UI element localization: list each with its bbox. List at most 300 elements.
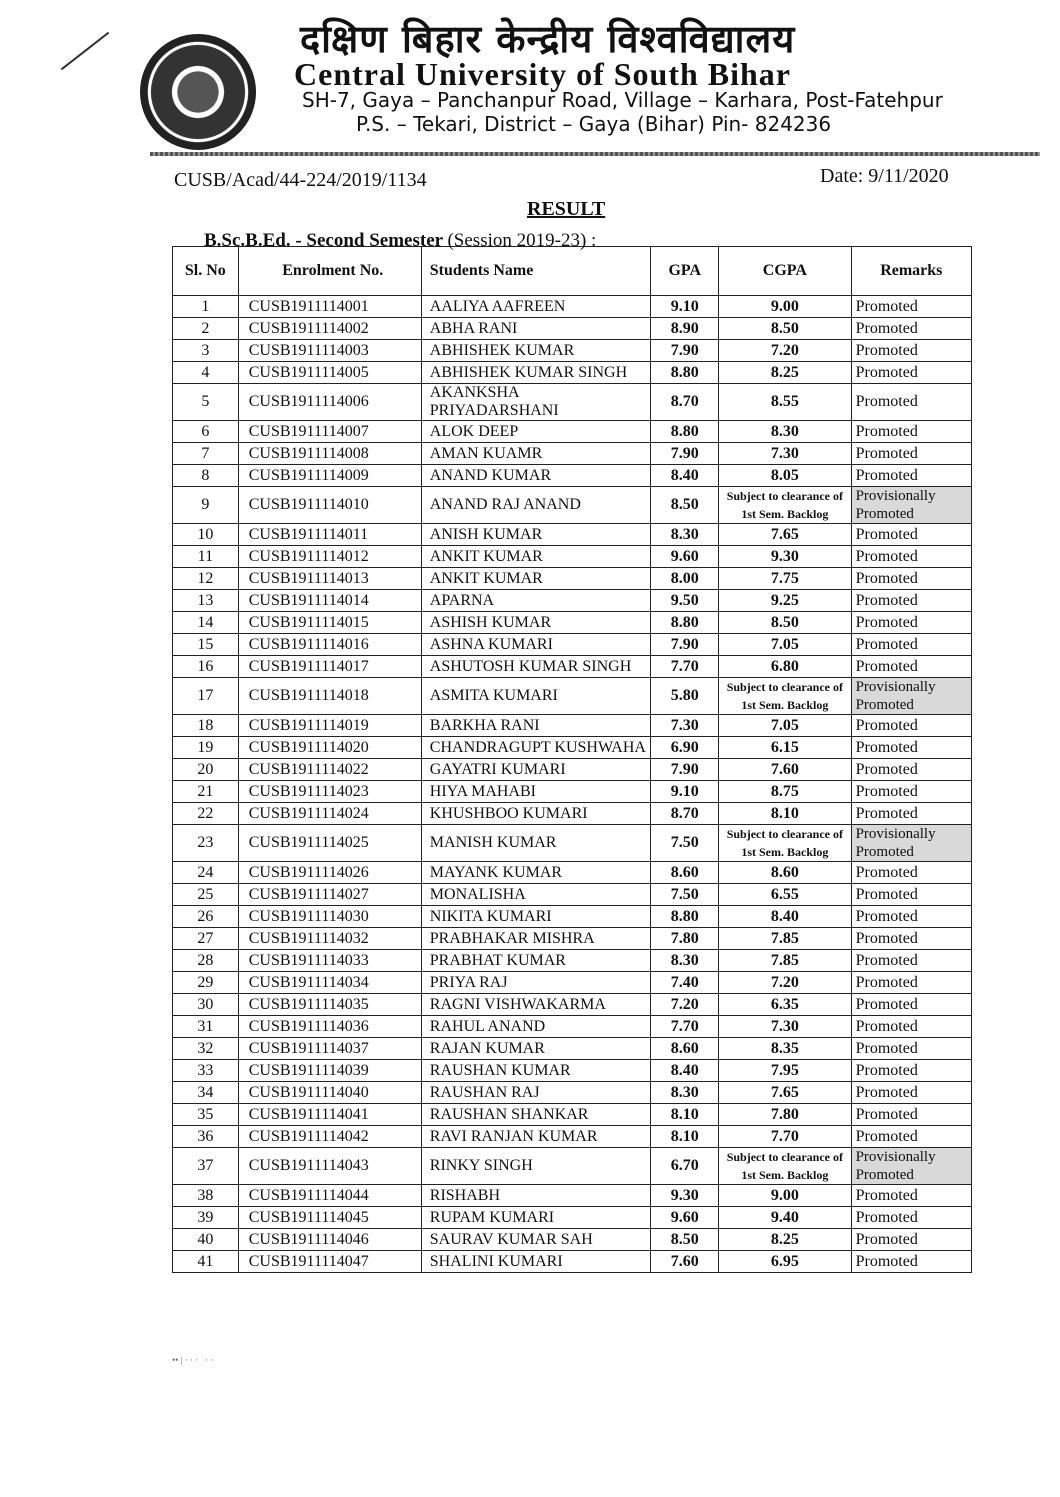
- enrolment-cell: CUSB1911114006: [238, 384, 421, 421]
- student-name-cell: MANISH KUMAR: [421, 825, 651, 862]
- student-name-cell: AMAN KUAMR: [421, 443, 651, 465]
- cgpa-cell: 7.85: [719, 950, 851, 972]
- enrolment-cell: CUSB1911114001: [238, 296, 421, 318]
- remarks-cell: Promoted: [851, 634, 971, 656]
- gpa-cell: 8.80: [651, 612, 719, 634]
- remarks-cell: Promoted: [851, 318, 971, 340]
- header-divider: [150, 152, 1040, 156]
- gpa-cell: 7.60: [651, 1251, 719, 1273]
- sl-no-cell: 1: [173, 296, 239, 318]
- remarks-cell: Promoted: [851, 1185, 971, 1207]
- table-row: [173, 568, 972, 590]
- sl-no-cell: 9: [173, 487, 239, 524]
- student-name-cell: KHUSHBOO KUMARI: [421, 803, 651, 825]
- gpa-cell: 8.90: [651, 318, 719, 340]
- program-session: (Session 2019-23) :: [447, 230, 597, 251]
- table-row: [173, 1207, 972, 1229]
- gpa-cell: 8.80: [651, 421, 719, 443]
- cgpa-cell: 6.35: [719, 994, 851, 1016]
- remarks-cell: Promoted: [851, 1207, 971, 1229]
- sl-no-cell: 13: [173, 590, 239, 612]
- gpa-cell: 8.80: [651, 906, 719, 928]
- student-name-cell: ABHISHEK KUMAR SINGH: [421, 362, 651, 384]
- student-name-cell: RAUSHAN KUMAR: [421, 1060, 651, 1082]
- sl-no-cell: 21: [173, 781, 239, 803]
- gpa-cell: 8.30: [651, 950, 719, 972]
- remarks-cell: Promoted: [851, 443, 971, 465]
- result-heading: RESULT: [527, 198, 606, 220]
- table-row: [173, 678, 972, 715]
- header-enrolment: Enrolment No.: [238, 247, 421, 296]
- gpa-cell: 8.30: [651, 524, 719, 546]
- sl-no-cell: 35: [173, 1104, 239, 1126]
- table-row: [173, 825, 972, 862]
- table-row: [173, 862, 972, 884]
- remarks-cell: Promoted: [851, 781, 971, 803]
- sl-no-cell: 27: [173, 928, 239, 950]
- cgpa-cell: 9.00: [719, 1185, 851, 1207]
- gpa-cell: 7.90: [651, 340, 719, 362]
- remarks-cell: Promoted: [851, 421, 971, 443]
- gpa-cell: 9.60: [651, 1207, 719, 1229]
- gpa-cell: 8.40: [651, 465, 719, 487]
- student-name-cell: HIYA MAHABI: [421, 781, 651, 803]
- university-seal-icon: [140, 34, 256, 150]
- enrolment-cell: CUSB1911114019: [238, 715, 421, 737]
- table-row: [173, 634, 972, 656]
- remarks-cell: Promoted: [851, 1126, 971, 1148]
- remarks-cell: Provisionally Promoted: [851, 487, 971, 524]
- cgpa-cell: 9.25: [719, 590, 851, 612]
- gpa-cell: 7.80: [651, 928, 719, 950]
- student-name-cell: RAJAN KUMAR: [421, 1038, 651, 1060]
- sl-no-cell: 7: [173, 443, 239, 465]
- remarks-cell: Provisionally Promoted: [851, 825, 971, 862]
- sl-no-cell: 14: [173, 612, 239, 634]
- sl-no-cell: 31: [173, 1016, 239, 1038]
- sl-no-cell: 24: [173, 862, 239, 884]
- enrolment-cell: CUSB1911114047: [238, 1251, 421, 1273]
- student-name-cell: SAURAV KUMAR SAH: [421, 1229, 651, 1251]
- sl-no-cell: 34: [173, 1082, 239, 1104]
- table-row: [173, 1148, 972, 1185]
- gpa-cell: 8.10: [651, 1126, 719, 1148]
- sl-no-cell: 8: [173, 465, 239, 487]
- enrolment-cell: CUSB1911114020: [238, 737, 421, 759]
- pen-mark: [61, 32, 110, 71]
- table-row: [173, 994, 972, 1016]
- address-line-2: P.S. – Tekari, District – Gaya (Bihar) Pin- 824236: [356, 112, 832, 136]
- remarks-cell: Promoted: [851, 715, 971, 737]
- table-row: [173, 1251, 972, 1273]
- sl-no-cell: 6: [173, 421, 239, 443]
- cgpa-cell: 9.30: [719, 546, 851, 568]
- student-name-cell: PRABHAT KUMAR: [421, 950, 651, 972]
- gpa-cell: 7.20: [651, 994, 719, 1016]
- gpa-cell: 8.50: [651, 487, 719, 524]
- document-date: Date: 9/11/2020: [820, 165, 949, 187]
- cgpa-cell: 7.30: [719, 1016, 851, 1038]
- cgpa-cell: Subject to clearance of 1st Sem. Backlog: [719, 825, 851, 862]
- remarks-cell: Promoted: [851, 656, 971, 678]
- remarks-cell: Promoted: [851, 1038, 971, 1060]
- cgpa-cell: 7.70: [719, 1126, 851, 1148]
- gpa-cell: 9.10: [651, 781, 719, 803]
- gpa-cell: 6.70: [651, 1148, 719, 1185]
- enrolment-cell: CUSB1911114042: [238, 1126, 421, 1148]
- cgpa-cell: 6.55: [719, 884, 851, 906]
- sl-no-cell: 41: [173, 1251, 239, 1273]
- student-name-cell: ALOK DEEP: [421, 421, 651, 443]
- sl-no-cell: 3: [173, 340, 239, 362]
- student-name-cell: ASHUTOSH KUMAR SINGH: [421, 656, 651, 678]
- gpa-cell: 7.70: [651, 656, 719, 678]
- cgpa-cell: 7.05: [719, 634, 851, 656]
- gpa-cell: 7.70: [651, 1016, 719, 1038]
- cgpa-cell: 7.30: [719, 443, 851, 465]
- cgpa-cell: 7.60: [719, 759, 851, 781]
- table-row: [173, 362, 972, 384]
- table-row: [173, 715, 972, 737]
- header-remarks: Remarks: [851, 247, 971, 296]
- table-row: [173, 1104, 972, 1126]
- sl-no-cell: 36: [173, 1126, 239, 1148]
- table-row: [173, 656, 972, 678]
- table-row: [173, 465, 972, 487]
- enrolment-cell: CUSB1911114039: [238, 1060, 421, 1082]
- sl-no-cell: 16: [173, 656, 239, 678]
- remarks-cell: Promoted: [851, 296, 971, 318]
- enrolment-cell: CUSB1911114016: [238, 634, 421, 656]
- enrolment-cell: CUSB1911114013: [238, 568, 421, 590]
- cgpa-cell: 8.50: [719, 612, 851, 634]
- cgpa-cell: 9.40: [719, 1207, 851, 1229]
- enrolment-cell: CUSB1911114005: [238, 362, 421, 384]
- student-name-cell: RISHABH: [421, 1185, 651, 1207]
- enrolment-cell: CUSB1911114017: [238, 656, 421, 678]
- sl-no-cell: 5: [173, 384, 239, 421]
- sl-no-cell: 4: [173, 362, 239, 384]
- program-name: B.Sc.B.Ed. - Second Semester: [204, 230, 443, 251]
- table-row: [173, 1229, 972, 1251]
- table-row: [173, 590, 972, 612]
- enrolment-cell: CUSB1911114011: [238, 524, 421, 546]
- address-line-1: SH-7, Gaya – Panchanpur Road, Village – Karhara, Post-Fatehpur: [302, 88, 943, 112]
- student-name-cell: BARKHA RANI: [421, 715, 651, 737]
- cgpa-cell: 8.50: [719, 318, 851, 340]
- gpa-cell: 9.30: [651, 1185, 719, 1207]
- enrolment-cell: CUSB1911114002: [238, 318, 421, 340]
- cgpa-cell: 8.25: [719, 362, 851, 384]
- sl-no-cell: 10: [173, 524, 239, 546]
- remarks-cell: Promoted: [851, 906, 971, 928]
- remarks-cell: Promoted: [851, 950, 971, 972]
- table-row: [173, 1185, 972, 1207]
- cgpa-cell: Subject to clearance of 1st Sem. Backlog: [719, 678, 851, 715]
- student-name-cell: ABHISHEK KUMAR: [421, 340, 651, 362]
- table-row: [173, 443, 972, 465]
- remarks-cell: Promoted: [851, 928, 971, 950]
- table-row: [173, 759, 972, 781]
- table-row: [173, 1016, 972, 1038]
- remarks-cell: Promoted: [851, 1229, 971, 1251]
- table-header-row: [173, 247, 972, 296]
- table-row: [173, 487, 972, 524]
- table-row: [173, 524, 972, 546]
- cgpa-cell: 7.75: [719, 568, 851, 590]
- table-row: [173, 803, 972, 825]
- student-name-cell: RAHUL ANAND: [421, 1016, 651, 1038]
- sl-no-cell: 20: [173, 759, 239, 781]
- student-name-cell: AALIYA AAFREEN: [421, 296, 651, 318]
- header-cgpa: CGPA: [719, 247, 851, 296]
- enrolment-cell: CUSB1911114003: [238, 340, 421, 362]
- gpa-cell: 9.50: [651, 590, 719, 612]
- page-footer-mark: •• | · · · · ·: [172, 1355, 214, 1365]
- enrolment-cell: CUSB1911114034: [238, 972, 421, 994]
- table-row: [173, 318, 972, 340]
- enrolment-cell: CUSB1911114037: [238, 1038, 421, 1060]
- hindi-university-name: दक्षिण बिहार केन्द्रीय विश्वविद्यालय: [300, 17, 796, 61]
- remarks-cell: Promoted: [851, 590, 971, 612]
- cgpa-cell: 7.80: [719, 1104, 851, 1126]
- gpa-cell: 8.00: [651, 568, 719, 590]
- table-row: [173, 884, 972, 906]
- gpa-cell: 6.90: [651, 737, 719, 759]
- student-name-cell: ABHA RANI: [421, 318, 651, 340]
- enrolment-cell: CUSB1911114041: [238, 1104, 421, 1126]
- sl-no-cell: 33: [173, 1060, 239, 1082]
- sl-no-cell: 23: [173, 825, 239, 862]
- remarks-cell: Promoted: [851, 384, 971, 421]
- sl-no-cell: 15: [173, 634, 239, 656]
- remarks-cell: Promoted: [851, 759, 971, 781]
- student-name-cell: ANKIT KUMAR: [421, 568, 651, 590]
- table-row: [173, 1082, 972, 1104]
- remarks-cell: Promoted: [851, 803, 971, 825]
- sl-no-cell: 26: [173, 906, 239, 928]
- student-name-cell: ASHISH KUMAR: [421, 612, 651, 634]
- gpa-cell: 7.50: [651, 825, 719, 862]
- english-university-name: Central University of South Bihar: [294, 56, 791, 92]
- enrolment-cell: CUSB1911114036: [238, 1016, 421, 1038]
- remarks-cell: Promoted: [851, 994, 971, 1016]
- table-row: [173, 972, 972, 994]
- enrolment-cell: CUSB1911114014: [238, 590, 421, 612]
- enrolment-cell: CUSB1911114035: [238, 994, 421, 1016]
- enrolment-cell: CUSB1911114045: [238, 1207, 421, 1229]
- table-row: [173, 340, 972, 362]
- gpa-cell: 8.70: [651, 384, 719, 421]
- sl-no-cell: 39: [173, 1207, 239, 1229]
- remarks-cell: Provisionally Promoted: [851, 678, 971, 715]
- gpa-cell: 8.40: [651, 1060, 719, 1082]
- cgpa-cell: 7.95: [719, 1060, 851, 1082]
- table-row: [173, 737, 972, 759]
- enrolment-cell: CUSB1911114030: [238, 906, 421, 928]
- table-row: [173, 950, 972, 972]
- remarks-cell: Promoted: [851, 524, 971, 546]
- table-row: [173, 1126, 972, 1148]
- cgpa-cell: 8.35: [719, 1038, 851, 1060]
- gpa-cell: 7.30: [651, 715, 719, 737]
- student-name-cell: RAUSHAN SHANKAR: [421, 1104, 651, 1126]
- cgpa-cell: 7.85: [719, 928, 851, 950]
- sl-no-cell: 28: [173, 950, 239, 972]
- student-name-cell: ANKIT KUMAR: [421, 546, 651, 568]
- student-name-cell: SHALINI KUMARI: [421, 1251, 651, 1273]
- cgpa-cell: 7.20: [719, 972, 851, 994]
- sl-no-cell: 19: [173, 737, 239, 759]
- table-row: [173, 1060, 972, 1082]
- table-row: [173, 781, 972, 803]
- sl-no-cell: 11: [173, 546, 239, 568]
- cgpa-cell: 7.20: [719, 340, 851, 362]
- sl-no-cell: 29: [173, 972, 239, 994]
- cgpa-cell: 8.10: [719, 803, 851, 825]
- enrolment-cell: CUSB1911114008: [238, 443, 421, 465]
- enrolment-cell: CUSB1911114043: [238, 1148, 421, 1185]
- table-row: [173, 296, 972, 318]
- table-row: [173, 928, 972, 950]
- table-body: [173, 296, 972, 1273]
- cgpa-cell: 8.75: [719, 781, 851, 803]
- enrolment-cell: CUSB1911114024: [238, 803, 421, 825]
- gpa-cell: 7.90: [651, 443, 719, 465]
- student-name-cell: RUPAM KUMARI: [421, 1207, 651, 1229]
- gpa-cell: 7.50: [651, 884, 719, 906]
- student-name-cell: RAUSHAN RAJ: [421, 1082, 651, 1104]
- sl-no-cell: 25: [173, 884, 239, 906]
- cgpa-cell: 8.60: [719, 862, 851, 884]
- remarks-cell: Promoted: [851, 1104, 971, 1126]
- student-name-cell: PRIYA RAJ: [421, 972, 651, 994]
- sl-no-cell: 30: [173, 994, 239, 1016]
- gpa-cell: 8.10: [651, 1104, 719, 1126]
- student-name-cell: AKANKSHA PRIYADARSHANI: [421, 384, 651, 421]
- remarks-cell: Promoted: [851, 612, 971, 634]
- student-name-cell: RAVI RANJAN KUMAR: [421, 1126, 651, 1148]
- student-name-cell: MAYANK KUMAR: [421, 862, 651, 884]
- gpa-cell: 7.90: [651, 759, 719, 781]
- remarks-cell: Promoted: [851, 1251, 971, 1273]
- remarks-cell: Provisionally Promoted: [851, 1148, 971, 1185]
- gpa-cell: 8.60: [651, 862, 719, 884]
- remarks-cell: Promoted: [851, 884, 971, 906]
- remarks-cell: Promoted: [851, 568, 971, 590]
- enrolment-cell: CUSB1911114033: [238, 950, 421, 972]
- enrolment-cell: CUSB1911114018: [238, 678, 421, 715]
- cgpa-cell: 7.65: [719, 1082, 851, 1104]
- remarks-cell: Promoted: [851, 1060, 971, 1082]
- results-table: [172, 246, 972, 1273]
- table-row: [173, 612, 972, 634]
- student-name-cell: ANAND KUMAR: [421, 465, 651, 487]
- sl-no-cell: 2: [173, 318, 239, 340]
- reference-number: CUSB/Acad/44-224/2019/1134: [174, 169, 427, 191]
- student-name-cell: APARNA: [421, 590, 651, 612]
- cgpa-cell: 8.40: [719, 906, 851, 928]
- cgpa-cell: 8.55: [719, 384, 851, 421]
- remarks-cell: Promoted: [851, 1016, 971, 1038]
- gpa-cell: 8.60: [651, 1038, 719, 1060]
- sl-no-cell: 37: [173, 1148, 239, 1185]
- remarks-cell: Promoted: [851, 862, 971, 884]
- remarks-cell: Promoted: [851, 1082, 971, 1104]
- enrolment-cell: CUSB1911114044: [238, 1185, 421, 1207]
- cgpa-cell: 8.30: [719, 421, 851, 443]
- student-name-cell: ASMITA KUMARI: [421, 678, 651, 715]
- gpa-cell: 8.30: [651, 1082, 719, 1104]
- header-gpa: GPA: [651, 247, 719, 296]
- remarks-cell: Promoted: [851, 362, 971, 384]
- cgpa-cell: 8.05: [719, 465, 851, 487]
- gpa-cell: 9.60: [651, 546, 719, 568]
- enrolment-cell: CUSB1911114027: [238, 884, 421, 906]
- cgpa-cell: 9.00: [719, 296, 851, 318]
- student-name-cell: GAYATRI KUMARI: [421, 759, 651, 781]
- student-name-cell: MONALISHA: [421, 884, 651, 906]
- table-row: [173, 1038, 972, 1060]
- remarks-cell: Promoted: [851, 972, 971, 994]
- enrolment-cell: CUSB1911114012: [238, 546, 421, 568]
- cgpa-cell: 7.05: [719, 715, 851, 737]
- enrolment-cell: CUSB1911114015: [238, 612, 421, 634]
- enrolment-cell: CUSB1911114032: [238, 928, 421, 950]
- remarks-cell: Promoted: [851, 737, 971, 759]
- student-name-cell: CHANDRAGUPT KUSHWAHA: [421, 737, 651, 759]
- enrolment-cell: CUSB1911114040: [238, 1082, 421, 1104]
- table-row: [173, 421, 972, 443]
- student-name-cell: PRABHAKAR MISHRA: [421, 928, 651, 950]
- gpa-cell: 8.50: [651, 1229, 719, 1251]
- student-name-cell: NIKITA KUMARI: [421, 906, 651, 928]
- letterhead: [0, 0, 1060, 170]
- gpa-cell: 9.10: [651, 296, 719, 318]
- gpa-cell: 5.80: [651, 678, 719, 715]
- student-name-cell: ANAND RAJ ANAND: [421, 487, 651, 524]
- gpa-cell: 8.70: [651, 803, 719, 825]
- gpa-cell: 7.90: [651, 634, 719, 656]
- remarks-cell: Promoted: [851, 465, 971, 487]
- enrolment-cell: CUSB1911114007: [238, 421, 421, 443]
- sl-no-cell: 40: [173, 1229, 239, 1251]
- cgpa-cell: 6.80: [719, 656, 851, 678]
- table-row: [173, 384, 972, 421]
- remarks-cell: Promoted: [851, 340, 971, 362]
- enrolment-cell: CUSB1911114026: [238, 862, 421, 884]
- enrolment-cell: CUSB1911114023: [238, 781, 421, 803]
- cgpa-cell: 6.95: [719, 1251, 851, 1273]
- student-name-cell: RAGNI VISHWAKARMA: [421, 994, 651, 1016]
- enrolment-cell: CUSB1911114009: [238, 465, 421, 487]
- sl-no-cell: 32: [173, 1038, 239, 1060]
- cgpa-cell: Subject to clearance of 1st Sem. Backlog: [719, 487, 851, 524]
- cgpa-cell: 6.15: [719, 737, 851, 759]
- gpa-cell: 7.40: [651, 972, 719, 994]
- sl-no-cell: 17: [173, 678, 239, 715]
- cgpa-cell: Subject to clearance of 1st Sem. Backlog: [719, 1148, 851, 1185]
- sl-no-cell: 12: [173, 568, 239, 590]
- sl-no-cell: 22: [173, 803, 239, 825]
- header-name: Students Name: [421, 247, 651, 296]
- sl-no-cell: 18: [173, 715, 239, 737]
- gpa-cell: 8.80: [651, 362, 719, 384]
- enrolment-cell: CUSB1911114046: [238, 1229, 421, 1251]
- enrolment-cell: CUSB1911114010: [238, 487, 421, 524]
- student-name-cell: ANISH KUMAR: [421, 524, 651, 546]
- cgpa-cell: 8.25: [719, 1229, 851, 1251]
